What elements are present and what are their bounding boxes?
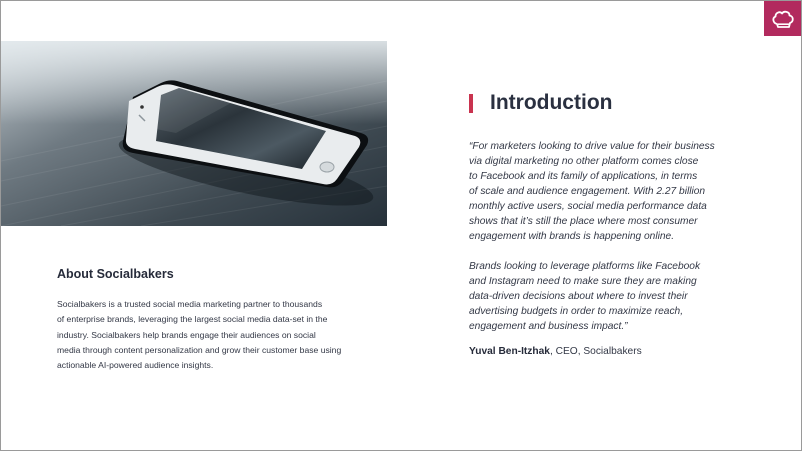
quote-attribution [469,346,769,357]
intro-title: Introduction [490,91,613,114]
intro-heading [469,90,769,116]
paragraph-gap [469,244,769,259]
quote-line: engagement with brands is happening online. [469,231,675,242]
ceo-quote [469,139,769,334]
about-line: actionable AI-powered audience insights. [57,360,214,371]
chef-hat-icon [771,9,795,29]
about-line: media through content personalization and grow their customer base using [57,344,342,355]
brand-logo [764,1,801,36]
heading-accent-bar [469,94,473,113]
about-line: of enterprise brands, leveraging the largest social media data-set in the [57,314,328,325]
quote-line: of scale and audience engagement. With 2.27 billion [469,186,706,197]
quote-line: via digital marketing no other platform comes close [469,156,699,167]
about-section [57,267,357,373]
quote-line: data-driven decisions about where to invest their [469,291,688,302]
about-body [57,297,357,373]
quote-line: monthly active users, social media performance data [469,201,707,212]
about-title: About Socialbakers [57,267,174,281]
author-role: , CEO, Socialbakers [549,346,642,357]
quote-line: “For marketers looking to drive value for their business [469,141,715,152]
quote-line: to Facebook and its family of applications, in terms [469,171,698,182]
quote-line: engagement and business impact.” [469,321,628,332]
author-name: Yuval Ben-Itzhak [469,346,550,357]
about-line: Socialbakers is a trusted social media marketing partner to thousands [57,299,323,309]
quote-line: and Instagram need to make sure they are making [469,276,697,287]
quote-line: shows that it’s still the place where most consumer [469,216,698,227]
quote-line: Brands looking to leverage platforms like Facebook [469,261,701,272]
smartphone-image [1,41,387,226]
about-line: industry. Socialbakers help brands engage their audiences on social [57,329,316,340]
quote-line: advertising budgets in order to maximize reach, [469,306,684,317]
introduction-section [469,90,769,357]
